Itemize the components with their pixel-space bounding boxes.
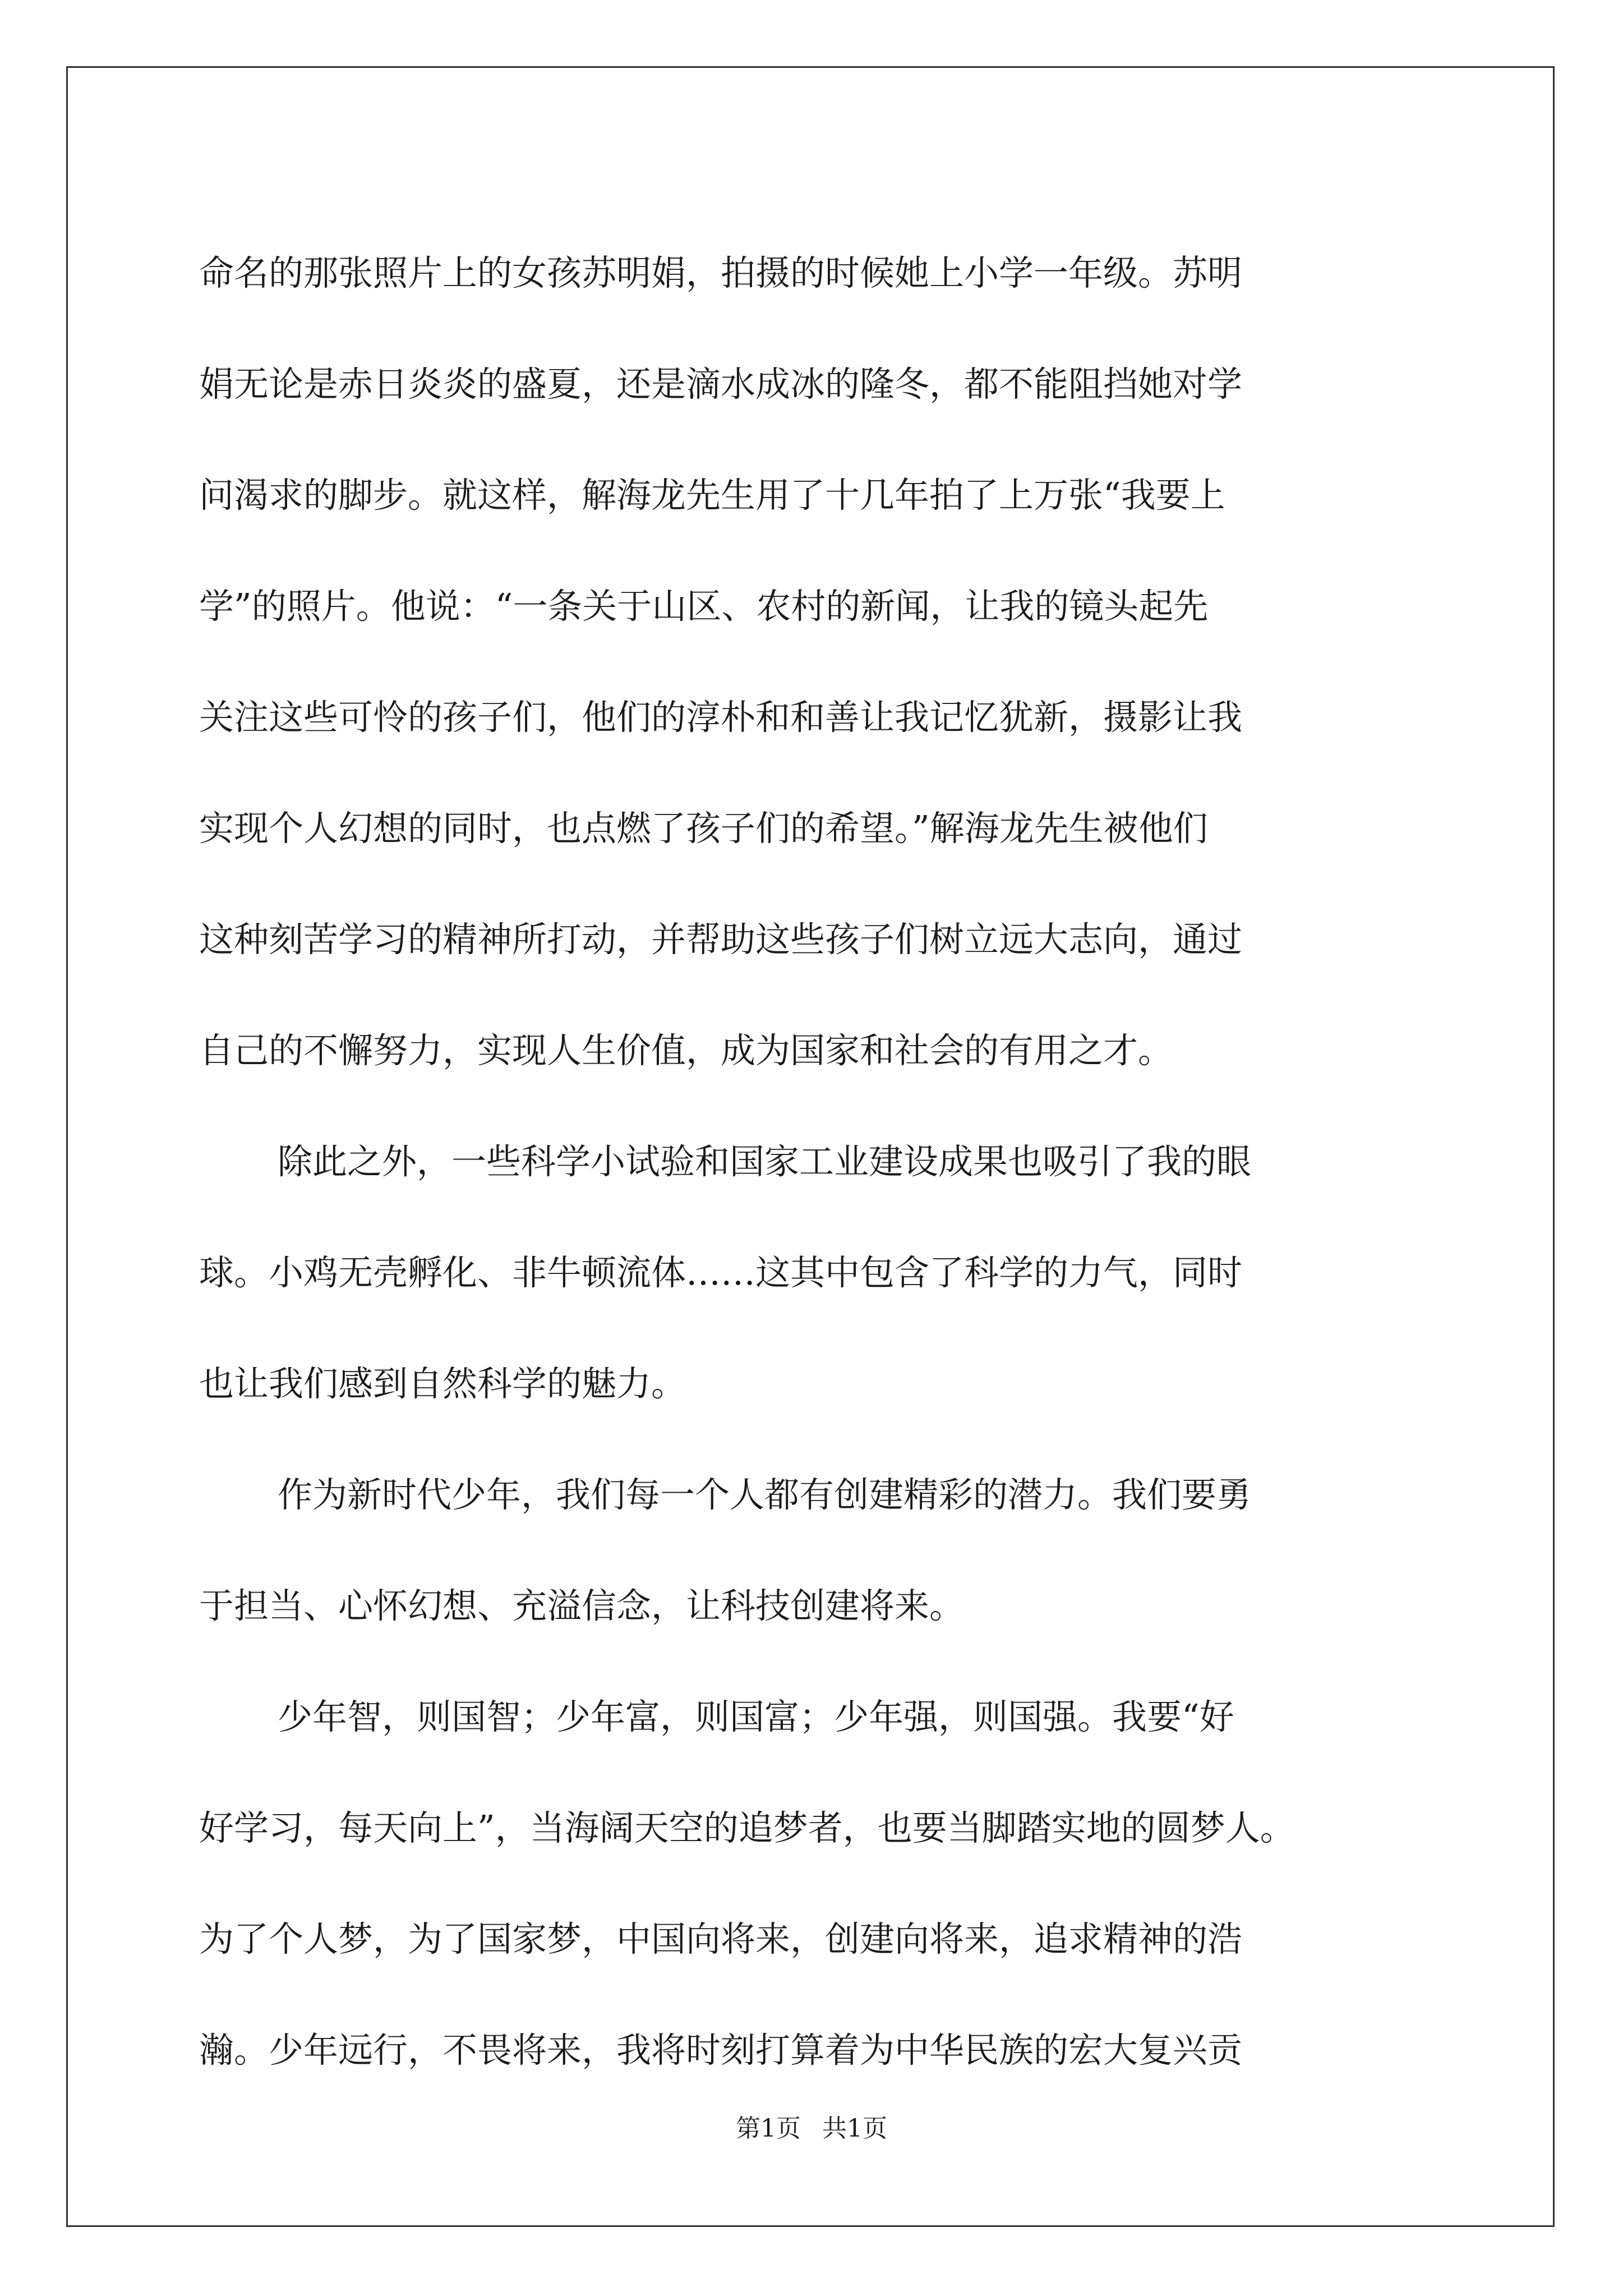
- text-line: 作为新时代少年，我们每一个人都有创建精彩的潜力。我们要勇: [278, 1474, 1252, 1515]
- page-number-total: 共1页: [822, 2114, 887, 2143]
- text-line: 命名的那张照片上的女孩苏明娟，拍摄的时候她上小学一年级。苏明: [199, 252, 1243, 293]
- page-footer: [0, 2108, 1623, 2144]
- text-line: 于担当、心怀幻想、充溢信念，让科技创建将来。: [199, 1585, 965, 1626]
- text-line: 好学习，每天向上”，当海阔天空的追梦者，也要当脚踏实地的圆梦人。: [199, 1807, 1295, 1848]
- page-number-current: 第1页: [736, 2114, 801, 2143]
- text-line: 少年智，则国智；少年富，则国富；少年强，则国强。我要“好: [278, 1696, 1234, 1737]
- text-line: 娟无论是赤日炎炎的盛夏，还是滴水成冰的隆冬，都不能阻挡她对学: [199, 363, 1243, 404]
- text-line: 也让我们感到自然科学的魅力。: [199, 1363, 686, 1404]
- text-line: 除此之外，一些科学小试验和国家工业建设成果也吸引了我的眼: [278, 1140, 1252, 1182]
- text-line: 瀚。少年远行，不畏将来，我将时刻打算着为中华民族的宏大复兴贡: [199, 2029, 1243, 2070]
- text-line: 这种刻苦学习的精神所打动，并帮助这些孩子们树立远大志向，通过: [199, 918, 1243, 960]
- text-line: 关注这些可怜的孩子们，他们的淳朴和和善让我记忆犹新，摄影让我: [199, 696, 1243, 738]
- document-body: [199, 214, 1426, 2102]
- text-line: 自己的不懈努力，实现人生价值，成为国家和社会的有用之才。: [199, 1029, 1173, 1071]
- text-line: 学”的照片。他说：“一条关于山区、农村的新闻，让我的镜头起先: [199, 585, 1209, 627]
- text-line: 为了个人梦，为了国家梦，中国向将来，创建向将来，追求精神的浩: [199, 1918, 1243, 1959]
- text-line: 问渴求的脚步。就这样，解海龙先生用了十几年拍了上万张“我要上: [199, 474, 1225, 516]
- text-line: 实现个人幻想的同时，也点燃了孩子们的希望。”解海龙先生被他们: [199, 807, 1208, 849]
- text-line: 球。小鸡无壳孵化、非牛顿流体……这其中包含了科学的力气，同时: [199, 1251, 1243, 1293]
